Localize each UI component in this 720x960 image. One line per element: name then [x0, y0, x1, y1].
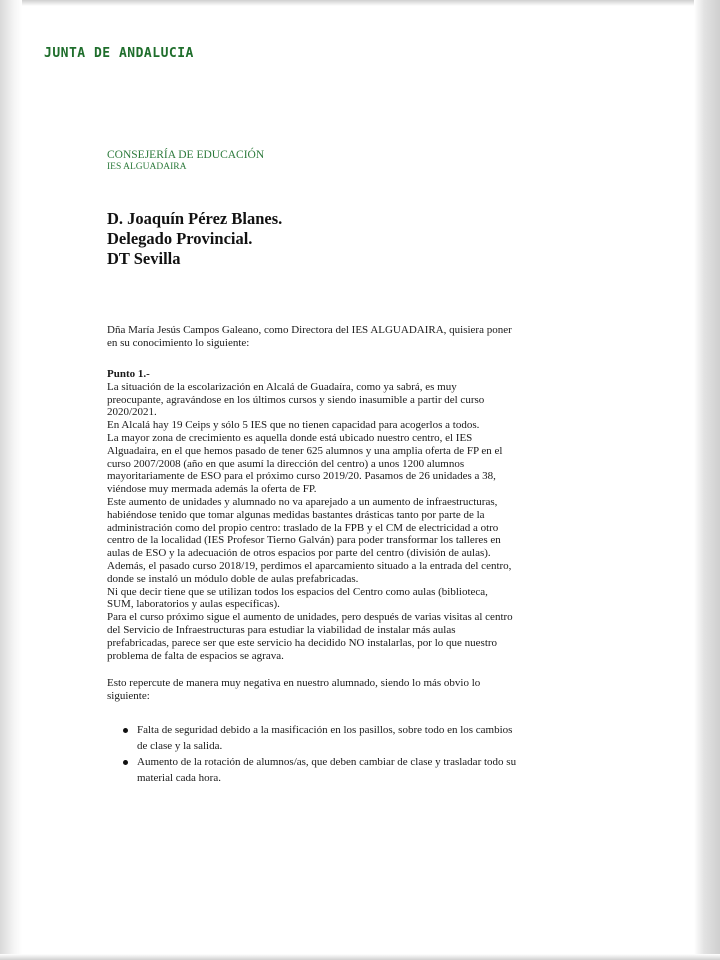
text-line: problema de falta de espacios se agrava.	[107, 649, 284, 662]
text-line: Esto repercute de manera muy negativa en nuestro alumnado, siendo lo más obvio lo	[107, 677, 481, 689]
point-1-heading: Punto 1.-	[107, 368, 150, 380]
text-line: aulas de ESO y la adecuación de otros espacios por parte del centro (división de aulas).	[107, 547, 491, 560]
text-line: preocupante, agravándose en los últimos cursos y siendo inasumible a partir del curso	[107, 393, 485, 406]
list-item	[122, 755, 542, 786]
bullet-icon	[123, 760, 128, 765]
page-edge-bottom	[0, 954, 720, 960]
text-line: Ni que decir tiene que se utilizan todos los espacios del Centro como aulas (biblioteca,	[107, 585, 488, 598]
point-1-section	[107, 368, 525, 662]
addressee-office: DT Sevilla	[107, 249, 181, 268]
text-line: En Alcalá hay 19 Ceips y sólo 5 IES que no tienen capacidad para acogerlos a todos.	[107, 419, 480, 432]
intro-paragraph	[107, 324, 525, 350]
text-line: donde se instaló un módulo doble de aulas prefabricadas.	[107, 572, 359, 585]
text-line: mayoritariamente de ESO para el próximo curso 2019/20. Pasamos de 26 unidades a 38,	[107, 470, 496, 483]
school-name: IES ALGUADAIRA	[107, 162, 187, 172]
text-line: material cada hora.	[137, 771, 221, 784]
text-line: 2020/2021.	[107, 406, 157, 419]
list-item	[122, 723, 542, 754]
letterhead	[107, 149, 264, 173]
consequences-list	[122, 723, 542, 787]
text-line: habiéndose tenido que tomar algunas medidas bastantes drásticas tanto por parte de la	[107, 508, 485, 521]
text-line: SUM, laboratorios y aulas específicas).	[107, 598, 280, 611]
text-line: Aumento de la rotación de alumnos/as, que deben cambiar de clase y trasladar todo su	[137, 756, 517, 768]
page-edge-right	[694, 0, 720, 960]
text-line: Alguadaira, en el que hemos pasado de tener 625 alumnos y una amplia oferta de FP en el	[107, 444, 503, 457]
text-line: en su conocimiento lo siguiente:	[107, 336, 250, 349]
text-line: de clase y la salida.	[137, 739, 223, 752]
text-line: siguiente:	[107, 689, 150, 702]
department-name: CONSEJERÍA DE EDUCACIÓN	[107, 149, 265, 161]
addressee-role: Delegado Provincial.	[107, 229, 253, 248]
text-line: centro de la localidad (IES Profesor Tierno Galván) para poder transformar los talleres en	[107, 534, 501, 547]
text-line: Este aumento de unidades y alumnado no va aparejado a un aumento de infraestructuras,	[107, 495, 498, 508]
text-line: Para el curso próximo sigue el aumento de unidades, pero después de varias visitas al centro	[107, 611, 513, 624]
addressee-name: D. Joaquín Pérez Blanes.	[107, 209, 283, 228]
bullet-icon	[123, 728, 128, 733]
addressee-block	[107, 209, 282, 269]
text-line: prefabricadas, parece ser que este servicio ha decidido NO instalarlas, por lo que nuestro	[107, 636, 498, 649]
page-edge-top	[0, 0, 720, 6]
text-line: La mayor zona de crecimiento es aquella donde está ubicado nuestro centro, el IES	[107, 431, 473, 444]
text-line: Además, el pasado curso 2018/19, perdimos el aparcamiento situado a la entrada del centro,	[107, 559, 512, 572]
junta-logo: JUNTA DE ANDALUCIA	[44, 46, 194, 61]
consequences-intro	[107, 677, 525, 703]
text-line: administración como del propio centro: traslado de la FPB y el CM de electricidad a otro	[107, 521, 499, 534]
text-line: La situación de la escolarización en Alcalá de Guadaíra, como ya sabrá, es muy	[107, 380, 457, 393]
text-line: viéndose muy mermada además la oferta de FP.	[107, 483, 317, 496]
text-line: curso 2007/2008 (año en que asumí la dirección del centro) a unos 1200 alumnos	[107, 457, 465, 470]
text-line: Falta de seguridad debido a la masificación en los pasillos, sobre todo en los cambios	[137, 724, 513, 736]
page-edge-left	[0, 0, 22, 960]
text-line: del Servicio de Infraestructuras para estudiar la viabilidad de instalar más aulas	[107, 623, 456, 636]
text-line: Dña María Jesús Campos Galeano, como Directora del IES ALGUADAIRA, quisiera poner	[107, 324, 512, 336]
